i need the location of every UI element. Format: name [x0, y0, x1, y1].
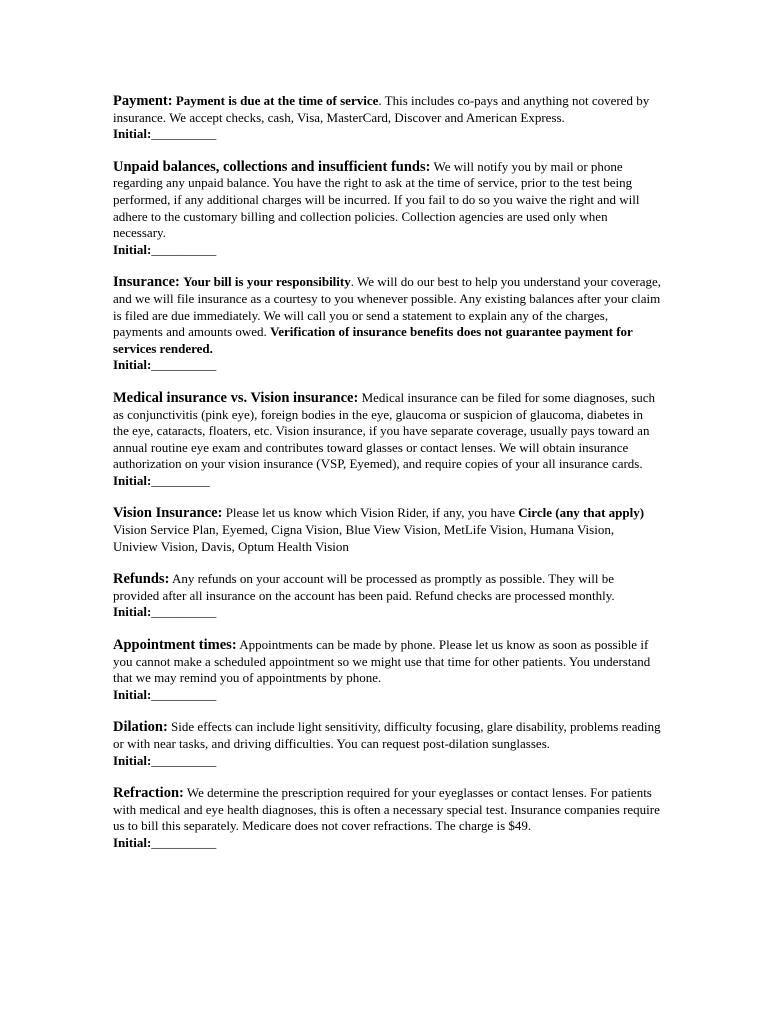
refraction-initial — [113, 835, 661, 852]
medical-vs-vision-section — [113, 390, 661, 490]
payment-initial-label: Initial: — [113, 126, 152, 142]
appointments-initial-blank[interactable]: __________ — [151, 686, 217, 702]
medical-vs-vision-initial-label: Initial: — [113, 472, 152, 488]
payment-initial-blank[interactable]: __________ — [151, 126, 217, 142]
appointments-initial — [113, 687, 661, 704]
insurance-bold-outro: Verification of insurance benefits does not guarantee payment for services rendered. — [113, 324, 633, 356]
dilation-heading: Dilation: — [113, 719, 168, 736]
refraction-initial-blank[interactable]: __________ — [151, 834, 217, 850]
insurance-body: . We will do our best to help you understand your coverage, and we will file insurance as a courtesy to you whenever possible. Any existing balances after your claim is filed are due immediately. We will call you or send a statement to explain any of the charges, payments and amounts owed. — [113, 274, 662, 340]
payment-initial — [113, 126, 661, 143]
refunds-initial-label: Initial: — [113, 604, 152, 620]
policy-document — [113, 93, 661, 868]
refraction-body: We determine the prescription required for your eyeglasses or contact lenses. For patients with medical and eye health diagnoses, this is often a necessary special test. Insurance companies require us to bill this separately. Medicare does not cover refractions. The charge is $49. — [113, 785, 660, 834]
vision-insurance-riders[interactable]: Vision Service Plan, Eyemed, Cigna Vision, Blue View Vision, MetLife Vision, Humana Vision, Uniview Vision, Davis, Optum Health Vision — [113, 522, 615, 554]
dilation-initial-blank[interactable]: __________ — [151, 752, 217, 768]
medical-vs-vision-heading: Medical insurance vs. Vision insurance: — [113, 389, 359, 406]
appointments-initial-label: Initial: — [113, 686, 152, 702]
insurance-section — [113, 274, 661, 374]
payment-section — [113, 93, 661, 143]
dilation-initial — [113, 753, 661, 770]
insurance-bold-intro: Your bill is your responsibility — [183, 274, 351, 290]
insurance-initial-blank[interactable]: __________ — [151, 357, 217, 373]
insurance-initial-label: Initial: — [113, 357, 152, 373]
insurance-heading: Insurance: — [113, 274, 180, 291]
vision-insurance-heading: Vision Insurance: — [113, 505, 223, 522]
medical-vs-vision-body: Medical insurance can be filed for some diagnoses, such as conjunctivitis (pink eye), foreign bodies in the eye, glaucoma or suspicion of glaucoma, diabetes in the eye, cataracts, floaters, etc. Vision insurance, if you have separate coverage, usually pays toward an annual routine eye exam and contributes toward glasses or contact lenses. We will obtain insurance authorization on your vision insurance (VSP, Eyemed), and require copies of your all insurance cards. — [113, 389, 656, 472]
payment-bold-intro: Payment is due at the time of service — [175, 93, 379, 108]
dilation-section — [113, 719, 661, 769]
appointments-body: Appointments can be made by phone. Please let us know as soon as possible if you cannot make a scheduled appointment so we might use that time for other patients. You understand that we may remind you of appointments by phone. — [113, 637, 651, 686]
dilation-body: Side effects can include light sensitivity, difficulty focusing, glare disability, problems reading or with near tasks, and driving difficulties. You can request post-dilation sunglasses. — [113, 719, 661, 751]
appointments-heading: Appointment times: — [113, 637, 237, 654]
unpaid-initial — [113, 242, 661, 259]
refunds-initial-blank[interactable]: __________ — [151, 604, 217, 620]
refraction-heading: Refraction: — [113, 785, 184, 802]
refunds-heading: Refunds: — [113, 571, 170, 588]
medical-vs-vision-initial-blank[interactable]: _________ — [151, 472, 210, 488]
refraction-section — [113, 785, 661, 851]
unpaid-initial-label: Initial: — [113, 241, 152, 257]
unpaid-initial-blank[interactable]: __________ — [151, 241, 217, 257]
refraction-initial-label: Initial: — [113, 834, 152, 850]
vision-insurance-circle-instruction: Circle (any that apply) — [518, 505, 645, 521]
payment-heading: Payment: — [113, 93, 173, 109]
unpaid-section — [113, 159, 661, 259]
dilation-initial-label: Initial: — [113, 752, 152, 768]
unpaid-body: We will notify you by mail or phone regarding any unpaid balance. You have the right to ask at the time of service, prior to the test being performed, if any additional charges will be incurred. If you fail to do so you waive the right and will adhere to the customary billing and collection policies. Collection agencies are used only when necessary. — [113, 158, 640, 241]
refunds-initial — [113, 604, 661, 621]
vision-insurance-body: Please let us know which Vision Rider, if any, you have — [225, 505, 516, 521]
unpaid-heading: Unpaid balances, collections and insufficient funds: — [113, 158, 431, 175]
insurance-initial — [113, 357, 661, 374]
vision-insurance-section — [113, 505, 661, 555]
medical-vs-vision-initial — [113, 473, 661, 490]
refunds-body: Any refunds on your account will be processed as promptly as possible. They will be provided after all insurance on the account has been paid. Refund checks are processed monthly. — [113, 571, 615, 603]
payment-body: . This includes co-pays and anything not covered by insurance. We accept checks, cash, Visa, MasterCard, Discover and American Express. — [113, 93, 650, 125]
appointments-section — [113, 637, 661, 703]
refunds-section — [113, 571, 661, 621]
